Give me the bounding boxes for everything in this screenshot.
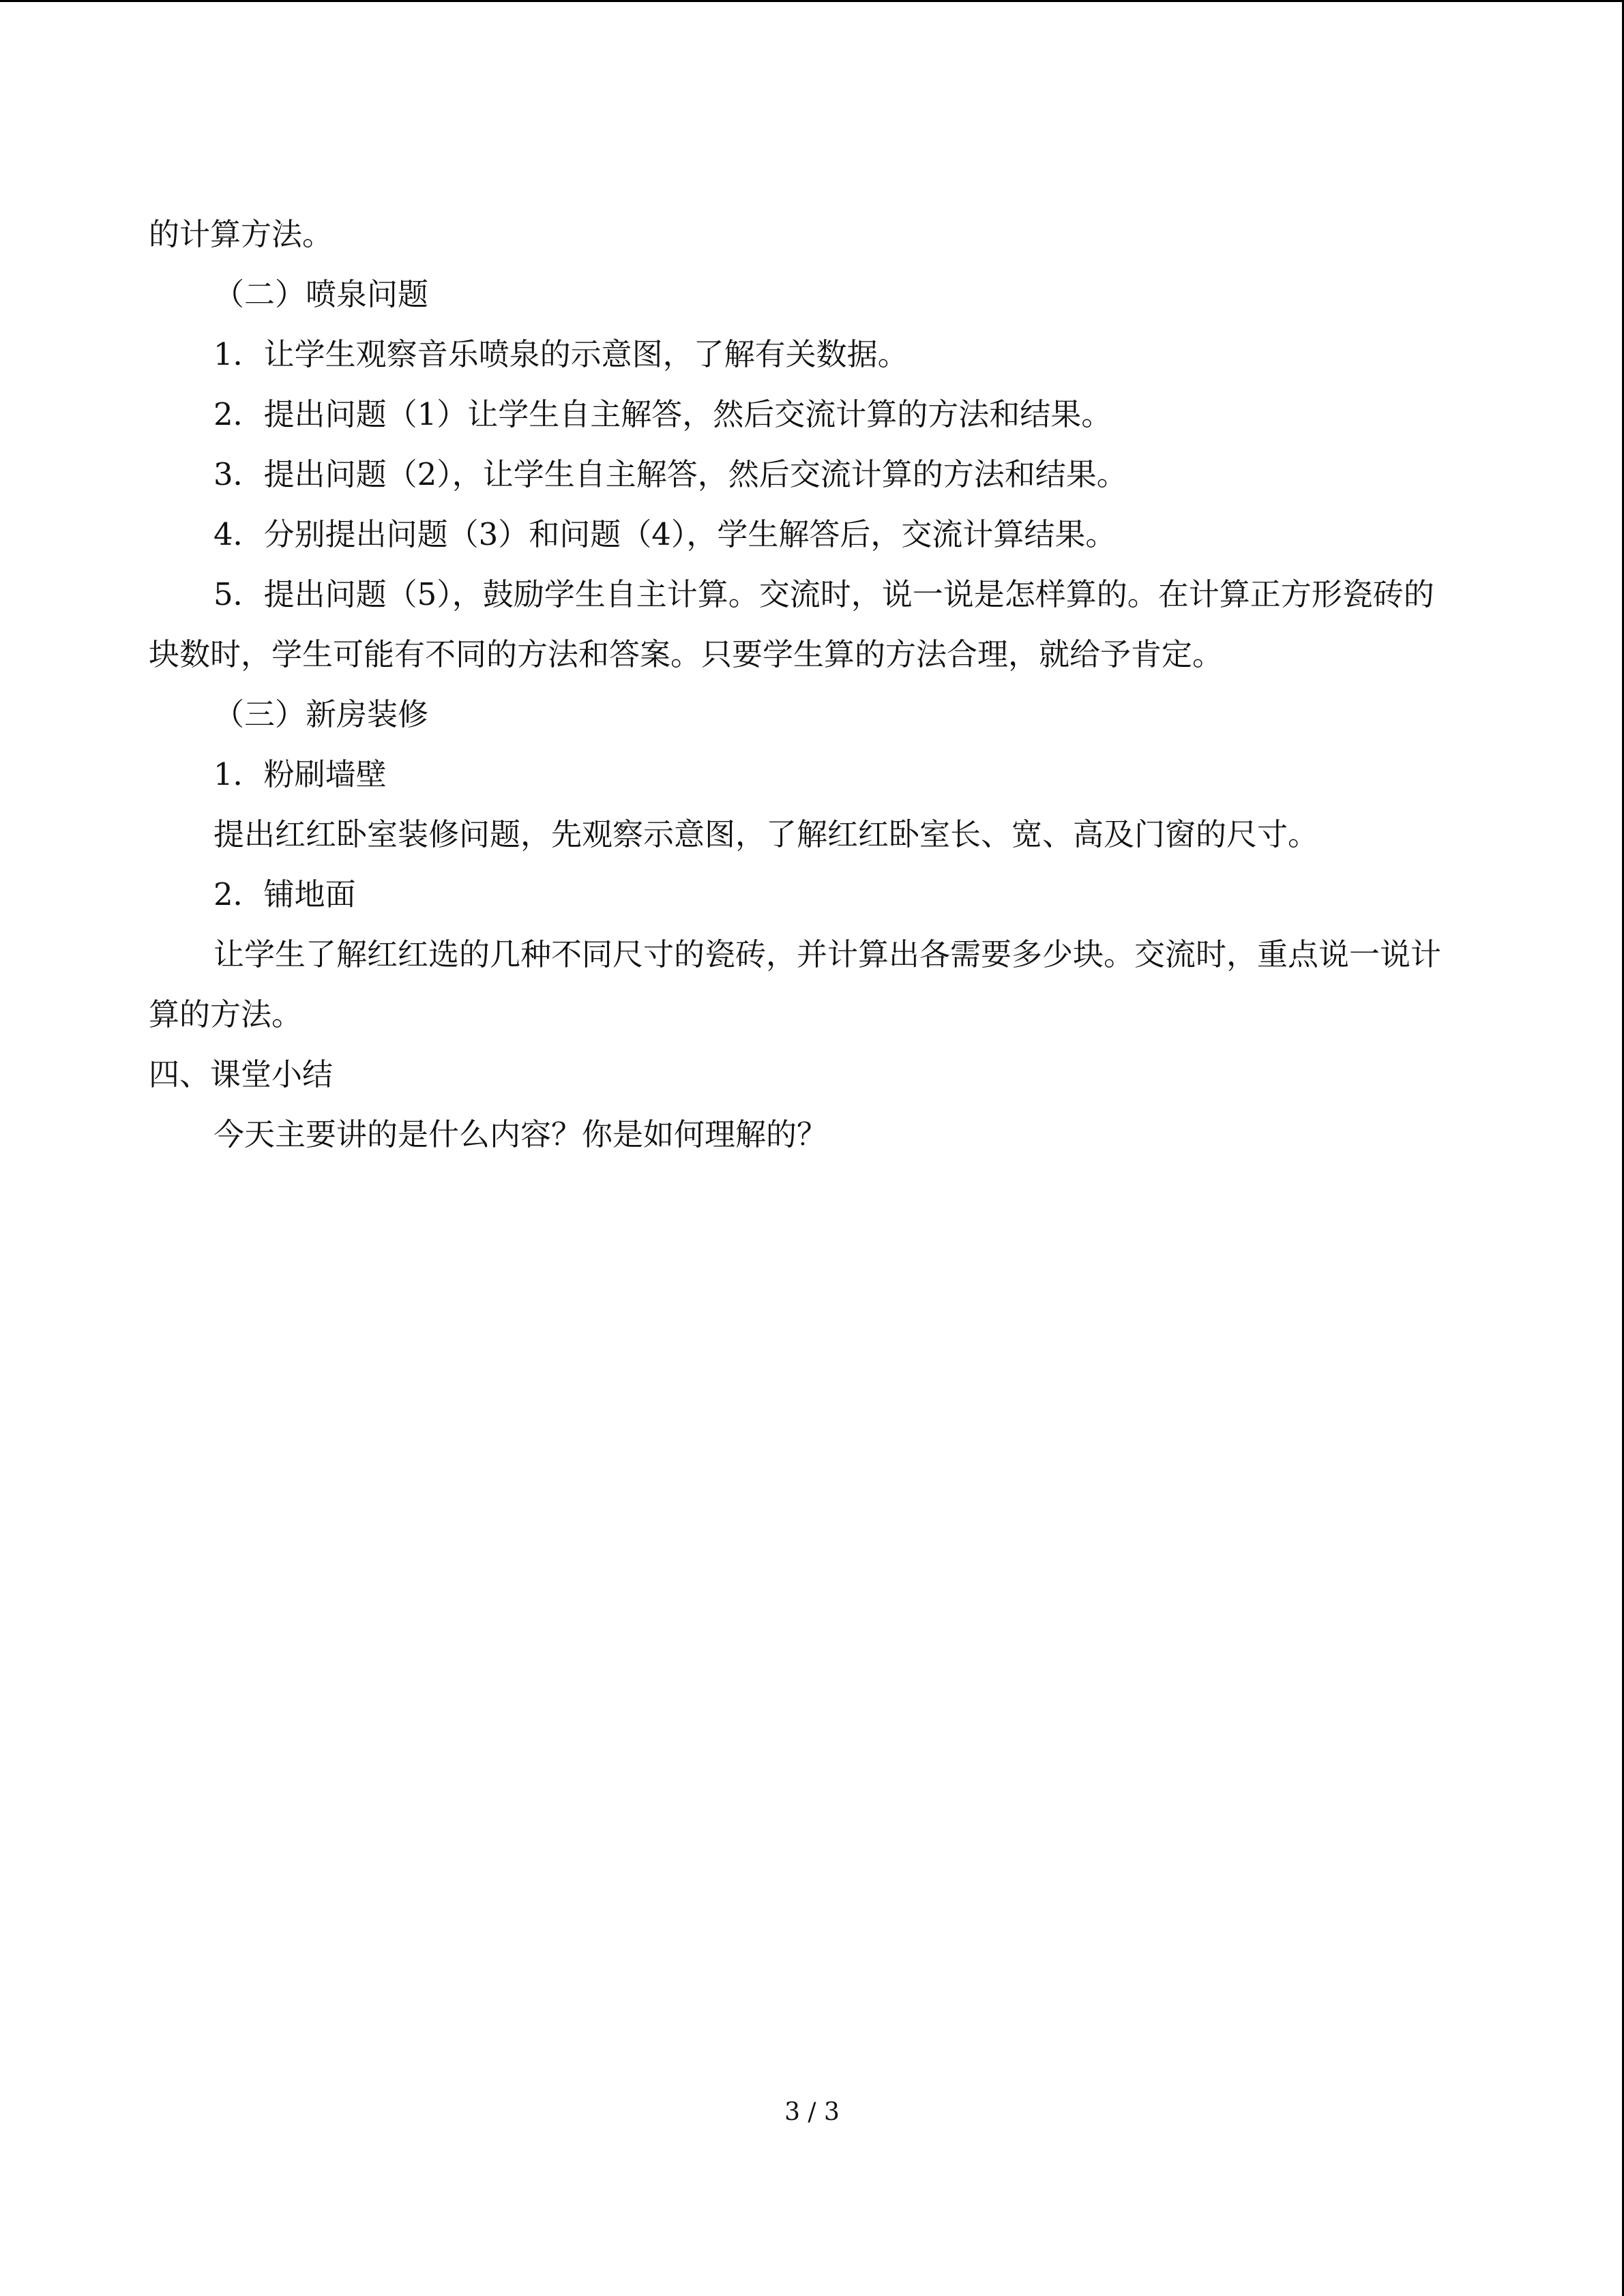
list-item-4: 4．分别提出问题（3）和问题（4），学生解答后，交流计算结果。 [213,516,1117,552]
document-body [149,205,1458,1165]
list-item-5: 5．提出问题（5），鼓励学生自主计算。交流时，说一说是怎样算的。在计算正方形瓷砖的块数时，学生可能有不同的方法和答案。只要学生算的方法合理，就给予肯定。 [149,576,1434,672]
page-border-top [0,0,1624,2]
subheading-flooring: 2．铺地面 [213,876,356,912]
paragraph-painting: 提出红红卧室装修问题，先观察示意图，了解红红卧室长、宽、高及门窗的尺寸。 [213,816,1319,852]
paragraph-continuation: 的计算方法。 [149,216,334,252]
section-heading-renovation: （三）新房装修 [213,696,429,732]
subheading-painting: 1．粉刷墙壁 [213,756,387,792]
paragraph-flooring: 让学生了解红红选的几种不同尺寸的瓷砖，并计算出各需要多少块。交流时，重点说一说计算的方法。 [149,936,1442,1032]
page-number: 3 / 3 [784,2098,840,2126]
paragraph-summary: 今天主要讲的是什么内容？你是如何理解的？ [213,1116,828,1152]
list-item-1: 1．让学生观察音乐喷泉的示意图，了解有关数据。 [213,336,909,372]
list-item-2: 2．提出问题（1）让学生自主解答，然后交流计算的方法和结果。 [213,396,1112,432]
section-heading-fountain: （二）喷泉问题 [213,276,429,312]
list-item-3: 3．提出问题（2），让学生自主解答，然后交流计算的方法和结果。 [213,456,1127,492]
section-heading-summary: 四、课堂小结 [149,1056,334,1092]
